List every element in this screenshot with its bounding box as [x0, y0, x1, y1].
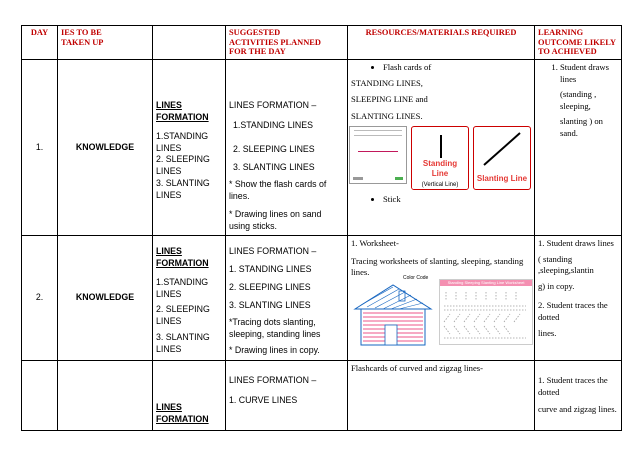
domain-label: KNOWLEDGE — [58, 235, 153, 360]
outcome-line: slanting ) on sand. — [560, 116, 603, 138]
resource-line: SLEEPING LINE and — [351, 94, 428, 105]
activity-item: 2. SLEEPING LINES — [229, 281, 311, 292]
topic-title: LINES — [156, 402, 182, 413]
flashcard-images — [349, 126, 531, 190]
resources-cell — [348, 59, 535, 235]
domain-label — [58, 360, 153, 430]
topic-cell — [153, 360, 226, 430]
day-number — [22, 360, 58, 430]
outcome-line: ( standing ,sleeping,slantin — [538, 253, 594, 276]
resource-desc: Tracing worksheets of slanting, sleeping, standing lines. — [351, 255, 524, 278]
color-code-label: Color Code — [403, 274, 429, 281]
outcome-line: lines. — [538, 327, 557, 338]
day-number: 1. — [22, 59, 58, 235]
flashcard-title: Slanting Line — [476, 173, 528, 183]
activity-item: 1. CURVE LINES — [229, 394, 298, 405]
topic-sub: 3. SLANTING LINES — [156, 332, 210, 355]
header-suggested-line3: FOR THE DAY — [229, 47, 286, 57]
table-row — [22, 360, 622, 430]
slant-line-icon — [474, 127, 530, 171]
tracing-sheet-image — [439, 279, 533, 345]
activity-item: 2. SLEEPING LINES — [233, 143, 315, 154]
resources-cell — [348, 235, 535, 360]
topic-title: LINES — [156, 99, 182, 110]
outcome-cell — [535, 360, 622, 430]
resource-bullet: • Stick — [383, 194, 531, 206]
outcome-line: 2. Student traces the dotted — [538, 300, 608, 322]
resources-cell: Flashcards of curved and zigzag lines- — [348, 360, 535, 430]
header-learning-line2: OUTCOME LIKELY — [538, 37, 617, 47]
activity-cell — [226, 235, 348, 360]
resource-line: SLANTING LINES. — [351, 110, 423, 121]
outcome-cell — [535, 235, 622, 360]
topic-sub: 3. SLANTING LINES — [156, 178, 210, 201]
flashcard-horizontal-image — [349, 126, 407, 184]
outcome-line: curve and zigzag lines. — [538, 404, 617, 415]
topic-title-2: FORMATION — [156, 257, 209, 268]
table-row — [22, 235, 622, 360]
header-suggested — [226, 26, 348, 60]
resource-bullet: • Flash cards of — [383, 62, 531, 74]
header-learning-line3: TO ACHIEVED — [538, 47, 597, 57]
table-row — [22, 59, 622, 235]
header-resources: RESOURCES/MATERIALS REQUIRED — [348, 26, 535, 60]
sheet-title: Standing Sleeping Slanting Line Worksheet — [440, 280, 532, 286]
house-worksheet-image — [351, 281, 435, 347]
activity-item: 1. STANDING LINES — [229, 263, 312, 274]
topic-title: LINES — [156, 245, 182, 256]
flashcard-title: Standing Line — [422, 158, 458, 179]
header-suggested-line2: ACTIVITIES PLANNED — [229, 37, 321, 47]
day-number: 2. — [22, 235, 58, 360]
header-activities — [58, 26, 153, 60]
header-activities-line1: IES TO BE — [61, 28, 102, 37]
outcome-cell — [535, 59, 622, 235]
header-activities-line2: TAKEN UP — [61, 37, 104, 47]
activity-cell — [226, 59, 348, 235]
tracing-lines-icon — [440, 286, 532, 342]
activity-note: * Show the flash cards of lines. — [229, 179, 327, 202]
activity-cell — [226, 360, 348, 430]
header-day: DAY — [22, 26, 58, 60]
activity-title: LINES FORMATION – — [229, 245, 317, 256]
activity-item: 3. SLANTING LINES — [233, 161, 315, 172]
outcome-line: g) in copy. — [538, 280, 575, 291]
header-learning-line1: LEARNING — [538, 28, 584, 37]
topic-sub: 2. SLEEPING LINES — [156, 154, 210, 177]
flashcard-slanting-line — [473, 126, 531, 190]
lesson-plan-table — [21, 25, 622, 431]
topic-sub: 1.STANDING LINES — [156, 276, 209, 299]
topic-cell — [153, 235, 226, 360]
header-empty — [153, 26, 226, 60]
flashcard-standing-line — [411, 126, 469, 190]
header-learning — [535, 26, 622, 60]
outcome-line: 1. Student traces the dotted — [538, 374, 608, 397]
topic-title-2: FORMATION — [156, 111, 209, 122]
activity-note: * Drawing lines in copy. — [229, 345, 320, 356]
resource-line: STANDING LINES, — [351, 77, 423, 88]
activity-title: LINES FORMATION – — [229, 99, 317, 110]
activity-item: 1.STANDING LINES — [233, 119, 314, 130]
topic-sub: 1.STANDING LINES — [156, 130, 209, 153]
activity-note: *Tracing dots slanting, sleeping, standing lines — [229, 317, 321, 340]
domain-label: KNOWLEDGE — [58, 59, 153, 235]
outcome-line: 1. Student draws lines — [538, 237, 614, 248]
outcome-line: 1. Student draws lines — [560, 62, 618, 85]
worksheet-images — [351, 274, 531, 347]
topic-sub: 2. SLEEPING LINES — [156, 304, 210, 327]
resource-worksheet: 1. Worksheet- — [351, 237, 399, 248]
header-suggested-line1: SUGGESTED — [229, 28, 281, 37]
activity-title: LINES FORMATION – — [229, 374, 317, 385]
activity-note: * Drawing lines on sand using sticks. — [229, 209, 322, 232]
outcome-line: (standing , sleeping, — [560, 89, 597, 111]
header-row — [22, 26, 622, 60]
flashcard-subtitle: (Vertical Line) — [421, 182, 459, 189]
activity-item: 3. SLANTING LINES — [229, 299, 311, 310]
topic-title-2: FORMATION — [156, 414, 209, 425]
topic-cell — [153, 59, 226, 235]
